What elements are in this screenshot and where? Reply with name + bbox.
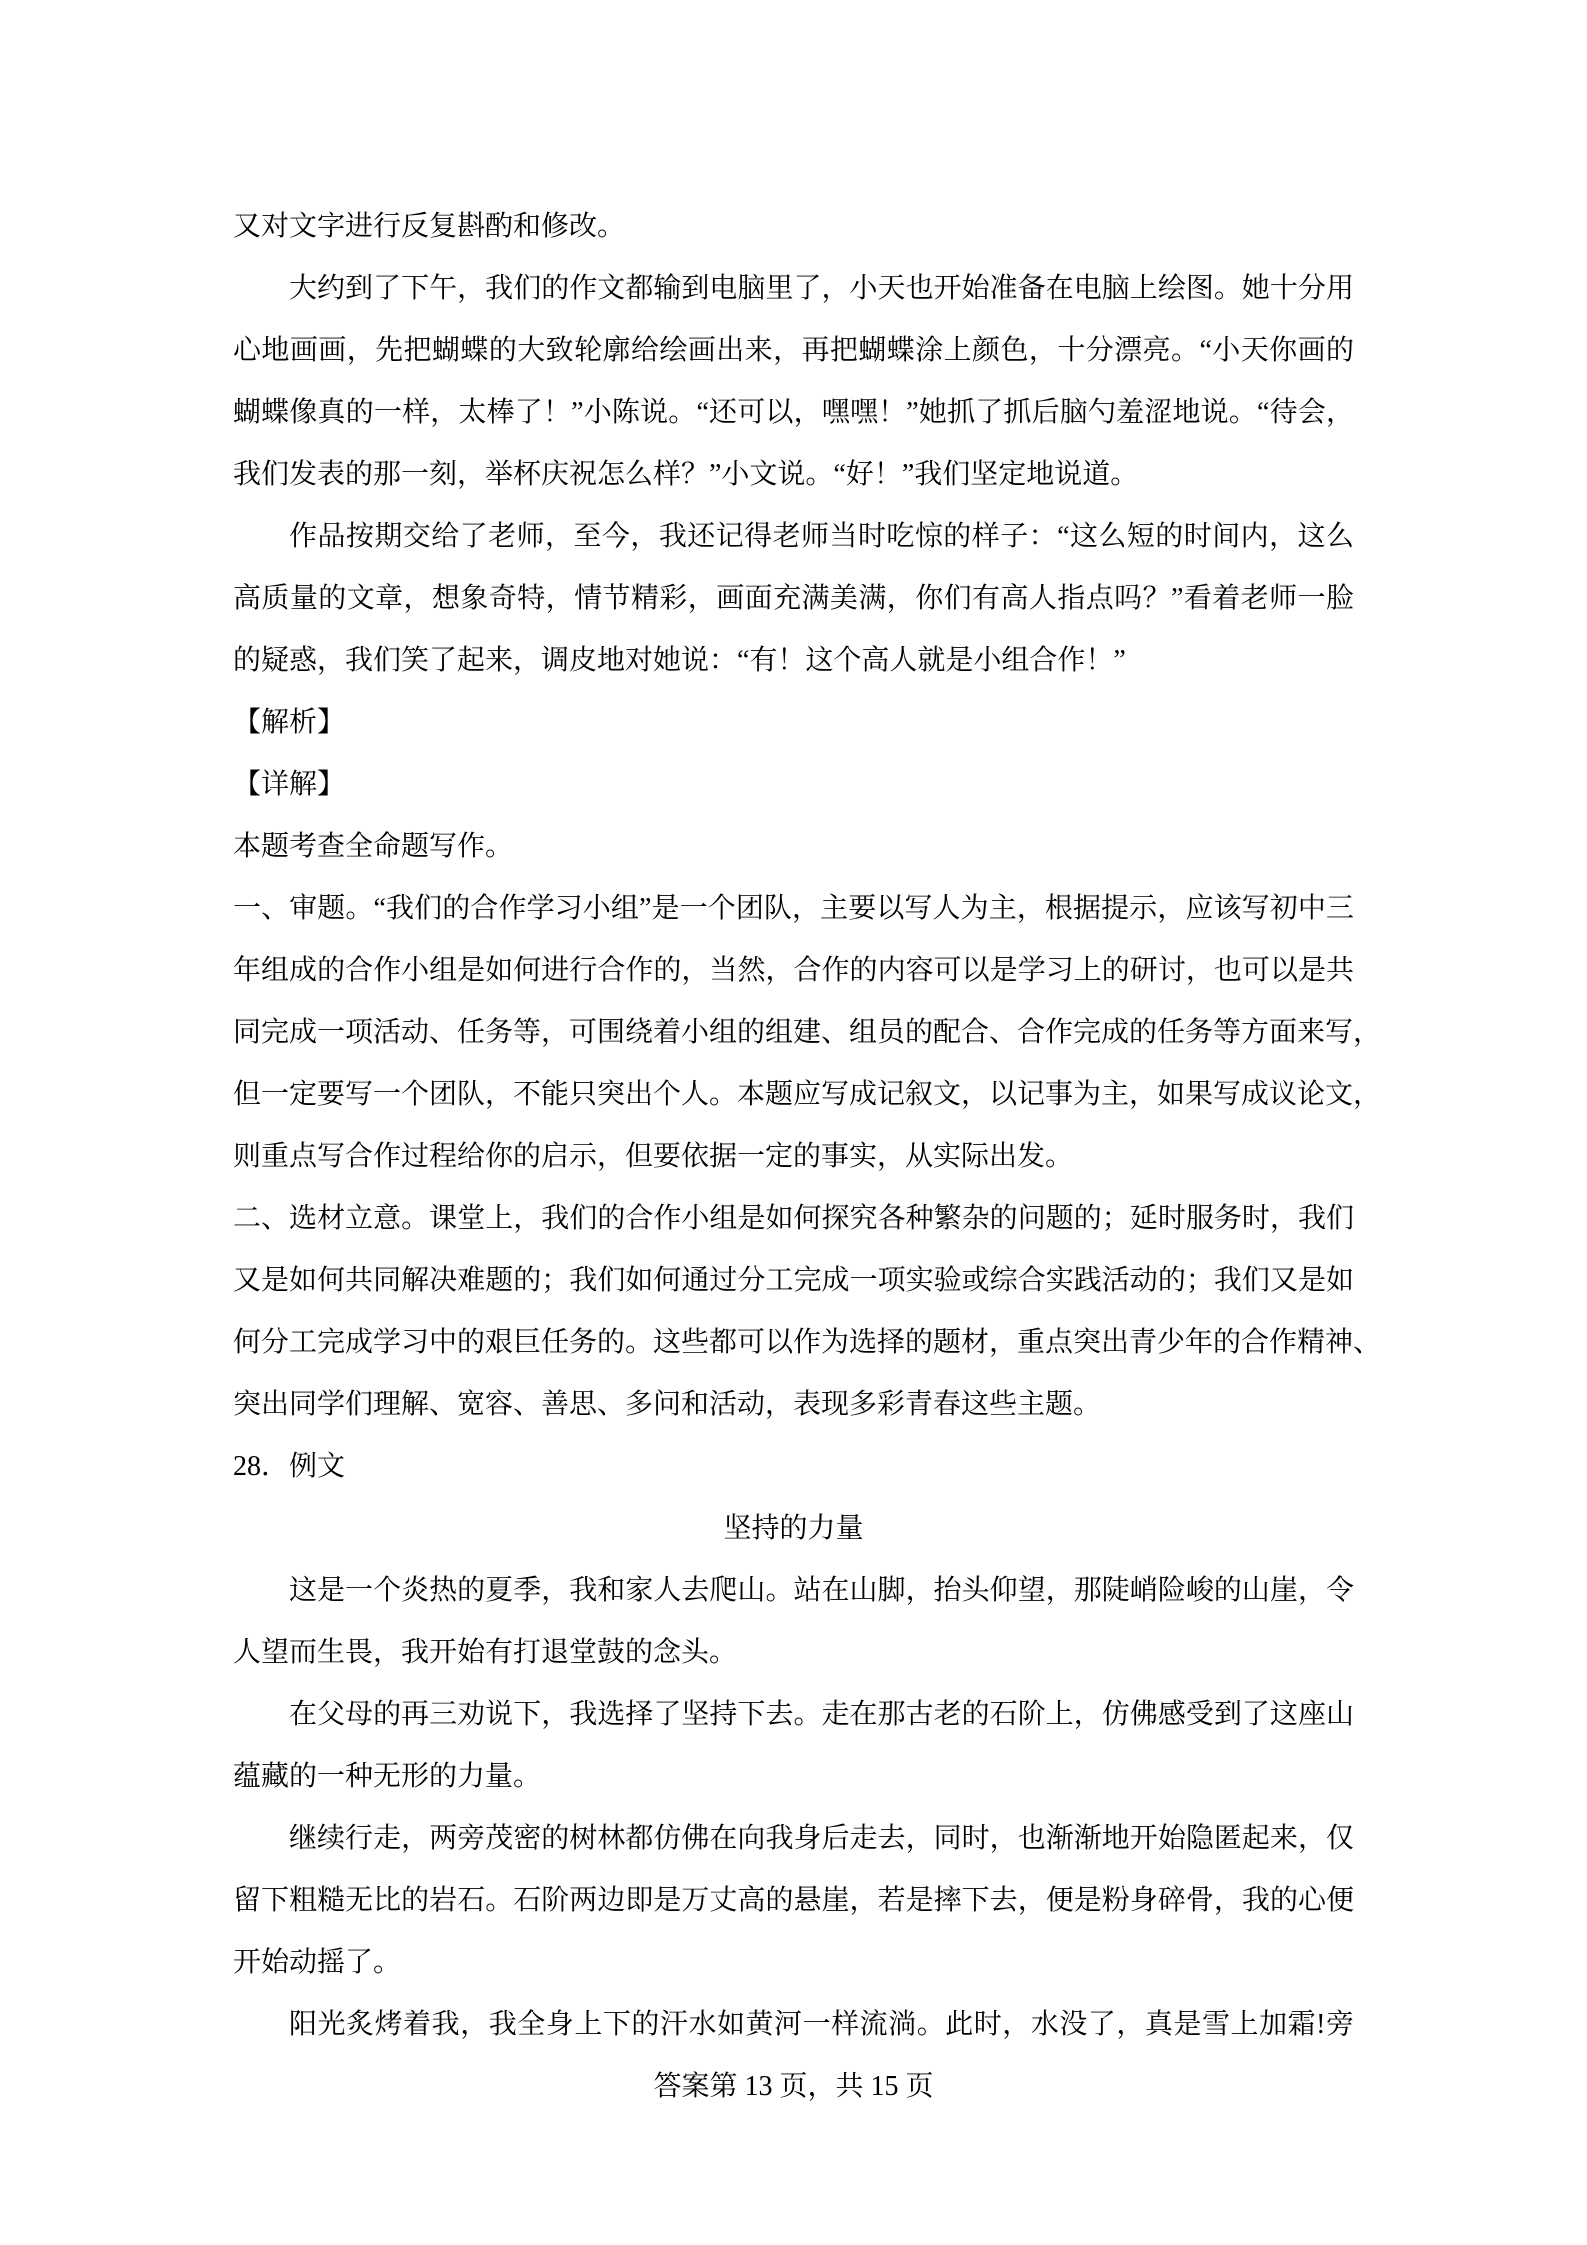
text-line: 的疑惑，我们笑了起来，调皮地对她说：“有！这个高人就是小组合作！” [233, 645, 1126, 676]
text-line: 高质量的文章，想象奇特，情节精彩，画面充满美满，你们有高人指点吗？”看着老师一脸 [233, 583, 1354, 614]
text-line: 二、选材立意。课堂上，我们的合作小组是如何探究各种繁杂的问题的；延时服务时，我们 [233, 1203, 1354, 1234]
text-line: 继续行走，两旁茂密的树林都仿佛在向我身后走去，同时，也渐渐地开始隐匿起来，仅 [289, 1823, 1354, 1854]
text-line: 这是一个炎热的夏季，我和家人去爬山。站在山脚，抬头仰望，那陡峭险峻的山崖，令 [289, 1575, 1354, 1606]
text-line: 蕴藏的一种无形的力量。 [233, 1761, 542, 1792]
text-line: 蝴蝶像真的一样，太棒了！”小陈说。“还可以，嘿嘿！”她抓了抓后脑勺羞涩地说。“待会， [233, 397, 1354, 428]
text-line: 则重点写合作过程给你的启示，但要依据一定的事实，从实际出发。 [233, 1141, 1074, 1172]
text-line: 大约到了下午，我们的作文都输到电脑里了，小天也开始准备在电脑上绘图。她十分用 [289, 273, 1354, 304]
text-line: 年组成的合作小组是如何进行合作的，当然，合作的内容可以是学习上的研讨，也可以是共 [233, 955, 1354, 986]
text-line: 何分工完成学习中的艰巨任务的。这些都可以作为选择的题材，重点突出青少年的合作精神、 [233, 1327, 1382, 1358]
text-line: 在父母的再三劝说下，我选择了坚持下去。走在那古老的石阶上，仿佛感受到了这座山 [289, 1699, 1354, 1730]
text-line: 但一定要写一个团队，不能只突出个人。本题应写成记叙文，以记事为主，如果写成议论文， [233, 1079, 1382, 1110]
text-line: 我们发表的那一刻，举杯庆祝怎么样？”小文说。“好！”我们坚定地说道。 [233, 459, 1139, 490]
text-line: 又是如何共同解决难题的；我们如何通过分工完成一项实验或综合实践活动的；我们又是如 [233, 1265, 1354, 1296]
text-line: 又对文字进行反复斟酌和修改。 [233, 211, 626, 242]
text-line: 阳光炙烤着我，我全身上下的汗水如黄河一样流淌。此时，水没了，真是雪上加霜!旁 [289, 2009, 1354, 2040]
text-line: 心地画画，先把蝴蝶的大致轮廓给绘画出来，再把蝴蝶涂上颜色，十分漂亮。“小天你画的 [233, 335, 1354, 366]
text-line: 留下粗糙无比的岩石。石阶两边即是万丈高的悬崖，若是摔下去，便是粉身碎骨，我的心便 [233, 1885, 1354, 1916]
text-line: 本题考查全命题写作。 [233, 831, 514, 862]
page-footer: 答案第 13 页，共 15 页 [653, 2071, 934, 2102]
text-line: 一、审题。“我们的合作学习小组”是一个团队，主要以写人为主，根据提示，应该写初中三 [233, 893, 1354, 924]
detail-label: 【详解】 [233, 769, 346, 800]
text-line: 同完成一项活动、任务等，可围绕着小组的组建、组员的配合、合作完成的任务等方面来写， [233, 1017, 1382, 1048]
text-line: 人望而生畏，我开始有打退堂鼓的念头。 [233, 1637, 738, 1668]
text-line: 开始动摇了。 [233, 1947, 402, 1978]
question-number-line: 28．例文 [233, 1451, 346, 1482]
text-line: 突出同学们理解、宽容、善思、多问和活动，表现多彩青春这些主题。 [233, 1389, 1102, 1420]
text-line: 作品按期交给了老师，至今，我还记得老师当时吃惊的样子：“这么短的时间内，这么 [289, 521, 1354, 552]
essay-title: 坚持的力量 [723, 1513, 864, 1544]
analysis-label: 【解析】 [233, 707, 346, 738]
